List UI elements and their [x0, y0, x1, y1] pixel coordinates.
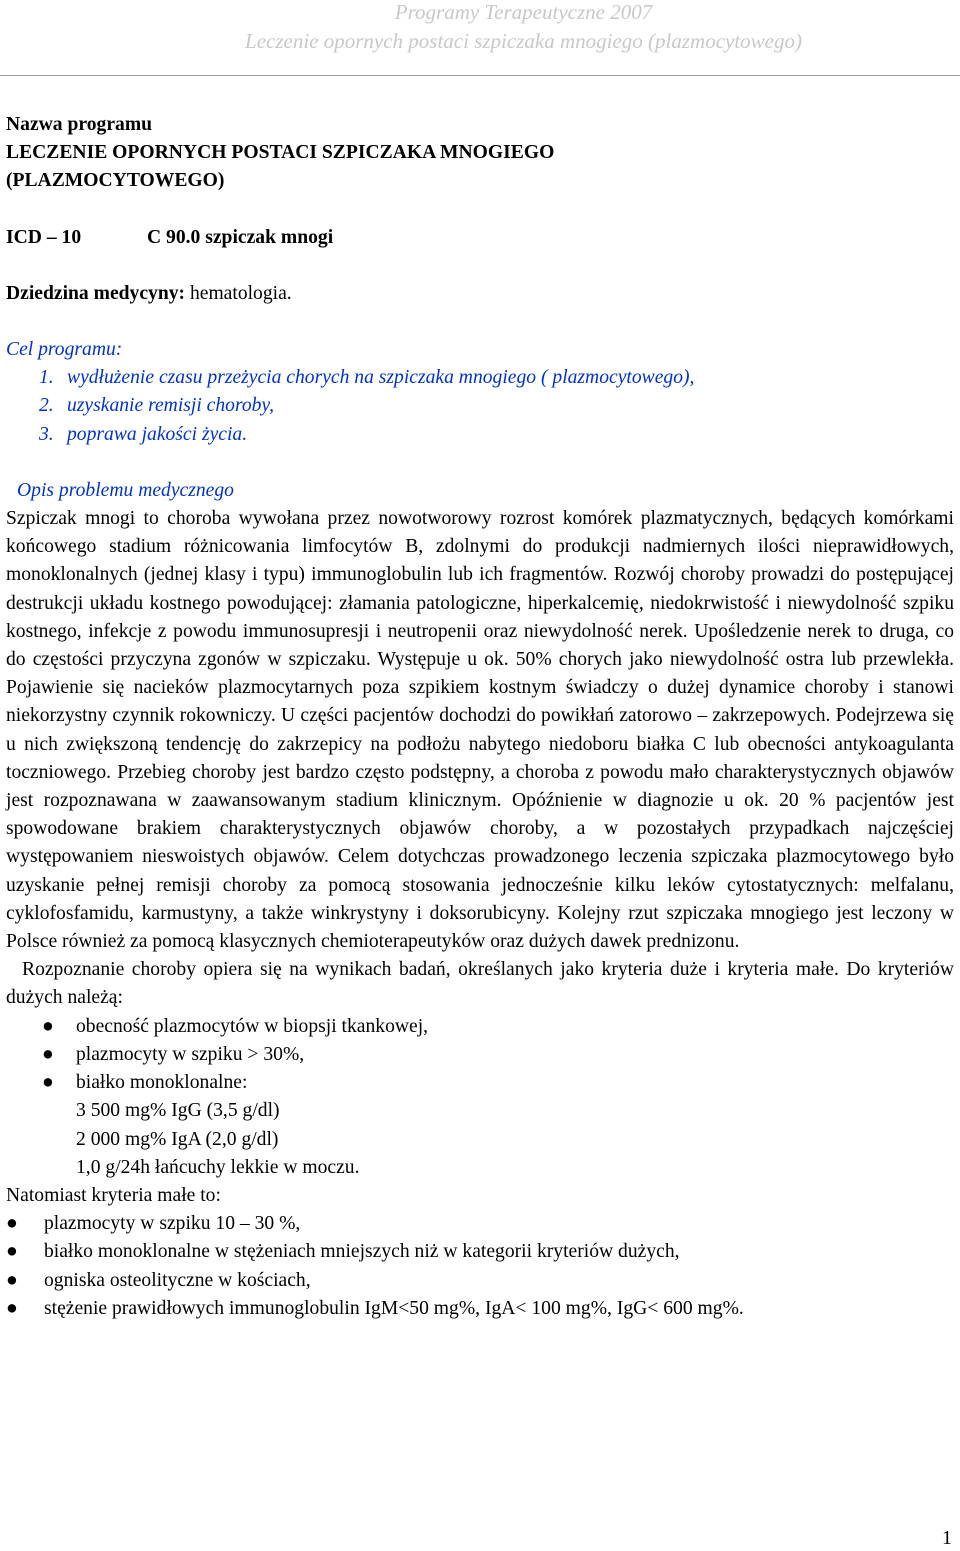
bullet-icon: ● [42, 1072, 54, 1094]
document-body [6, 111, 954, 1323]
page-header [245, 0, 802, 56]
description-paragraph: Szpiczak mnogi to choroba wywołana przez nowotworowy rozrost komórek plazmatycznych, będących komórkami końcowego stadium różnicowania limfocytów B, zdolnymi do produkcji nadmiernych ilości nieprawidłowych, monoklonalnych (jednej klasy i typu) immunoglobulin lub ich fragmentów. Rozwój choroby prowadzi do postępującej destrukcji układu kostnego powodującej: złamania patologiczne, hiperkalcemię, niedokrwistość i niewydolność szpiku kostnego, infekcje z powodu immunosupresji i neutropenii oraz niewydolność nerek. Upośledzenie nerek to druga, co do częstości przyczyna zgonów w szpiczaku. Występuje u ok. 50% chorych jako niewydolność ostra lub przewlekła. Pojawienie się nacieków plazmocytarnych poza szpikiem kostnym świadczy o dużej dynamice choroby i stanowi niekorzystny czynnik rokowniczy. U części pacjentów dochodzi do powikłań zatorowo – zakrzepowych. Podejrzewa się u nich zwiększoną tendencję do zakrzepicy na podłożu nabytego niedoboru białka C lub obecności antykoagulanta toczniowego. Przebieg choroby jest bardzo często podstępny, a choroba z powodu mało charakterystycznych objawów jest rozpoznawana w zaawansowanym stadium klinicznym. Opóźnienie w diagnozie u ok. 20 % pacjentów jest spowodowane brakiem charakterystycznych objawów choroby, a w pozostałych przypadkach najczęściej występowaniem nieswoistych objawów. Celem dotychczas prowadzonego leczenia szpiczaka plazmocytowego było uzyskanie pełnej remisji choroby za pomocą stosowania jednocześnie kilku leków cytostatycznych: melfalanu, cyklofosfamidu, karmustyny, a także winkrystyny i doksorubicyny. Kolejny rzut szpiczaka mnogiego jest leczony w Polsce również za pomocą klasycznych chemioterapeutyków oraz dużych dawek prednizonu. [6, 508, 954, 953]
list-item: 2. uzyskanie remisji choroby, [39, 395, 274, 417]
protein-value: 1,0 g/24h łańcuchy lekkie w moczu. [76, 1156, 360, 1178]
page-number: 1 [942, 1527, 952, 1549]
header-series-title: Programy Terapeutyczne 2007 [394, 0, 653, 24]
list-item: ● ogniska osteolityczne w kościach, [6, 1267, 954, 1295]
bullet-icon: ● [6, 1241, 18, 1263]
list-item: ● białko monoklonalne: [6, 1069, 954, 1097]
list-item: 3. poprawa jakości życia. [39, 423, 248, 445]
minor-criteria-intro: Natomiast kryteria małe to: [6, 1184, 221, 1206]
list-item: ● obecność plazmocytów w biopsji tkankowej, [6, 1013, 954, 1041]
header-program-title: Leczenie opornych postaci szpiczaka mnogiego (plazmocytowego) [245, 29, 802, 53]
program-title-line2: (PLAZMOCYTOWEGO) [6, 170, 225, 192]
field-label: Dziedzina medycyny: [6, 282, 186, 304]
protein-value: 3 500 mg% IgG (3,5 g/dl) [76, 1100, 280, 1122]
list-item: ● białko monoklonalne w stężeniach mniejszych niż w kategorii kryteriów dużych, [6, 1238, 954, 1266]
major-criteria-list [6, 1013, 954, 1098]
bullet-icon: ● [42, 1015, 54, 1037]
description-title: Opis problemu medycznego [17, 479, 234, 501]
icd-value: C 90.0 szpiczak mnogi [147, 226, 334, 248]
list-item: ● plazmocyty w szpiku 10 – 30 %, [6, 1210, 954, 1238]
header-divider [0, 75, 960, 76]
protein-value: 2 000 mg% IgA (2,0 g/dl) [76, 1128, 279, 1150]
list-item: ● stężenie prawidłowych immunoglobulin IgM<50 mg%, IgA< 100 mg%, IgG< 600 mg%. [6, 1295, 954, 1323]
field-value: hematologia. [185, 282, 292, 304]
goals-list [6, 364, 954, 449]
field-row [6, 280, 954, 308]
minor-criteria-list [6, 1210, 954, 1323]
program-name-label: Nazwa programu [6, 114, 153, 135]
diagnosis-intro: Rozpoznanie choroby opiera się na wynikach badań, określanych jako kryteria duże i kryteria małe. Do kryteriów dużych należą: [6, 959, 954, 1009]
goals-title: Cel programu: [6, 339, 123, 361]
list-item: 1. wydłużenie czasu przeżycia chorych na szpiczaka mnogiego ( plazmocytowego), [39, 367, 695, 389]
icd-row [6, 224, 954, 252]
icd-label: ICD – 10 [6, 226, 82, 248]
program-title-line1: LECZENIE OPORNYCH POSTACI SZPICZAKA MNOGIEGO [6, 142, 555, 164]
bullet-icon: ● [6, 1269, 18, 1291]
list-item: ● plazmocyty w szpiku > 30%, [6, 1041, 954, 1069]
bullet-icon: ● [6, 1213, 18, 1235]
bullet-icon: ● [42, 1043, 54, 1065]
bullet-icon: ● [6, 1297, 18, 1319]
protein-values [6, 1097, 954, 1182]
